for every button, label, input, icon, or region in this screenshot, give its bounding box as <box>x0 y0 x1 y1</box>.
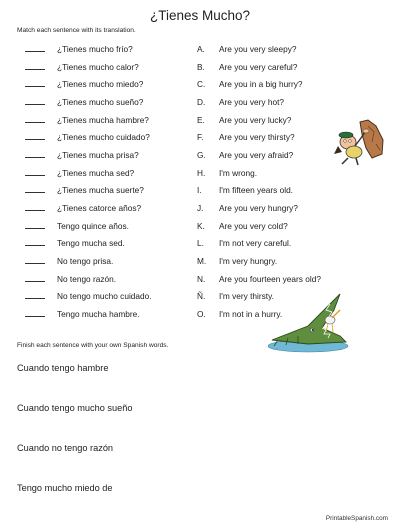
sentence-prompt: Tengo mucho miedo de <box>17 483 113 493</box>
answer-blank[interactable] <box>25 104 45 105</box>
answer-blank[interactable] <box>25 86 45 87</box>
english-translation: Are you very sleepy? <box>219 44 297 54</box>
option-letter: F. <box>197 132 204 143</box>
match-row <box>0 42 400 56</box>
page-title: ¿Tienes Mucho? <box>149 8 251 23</box>
match-instructions: Match each sentence with its translation. <box>17 27 136 34</box>
option-letter: D. <box>197 97 206 107</box>
match-row <box>0 77 400 91</box>
match-row <box>0 95 400 109</box>
answer-blank[interactable] <box>25 122 45 123</box>
option-letter: I. <box>197 185 202 196</box>
spanish-sentence: ¿Tienes mucha sed? <box>57 167 135 178</box>
spanish-sentence: No tengo prisa. <box>57 256 114 267</box>
english-translation: I'm wrong. <box>219 167 258 178</box>
english-translation: Are you very cold? <box>219 220 288 231</box>
sentence-prompt: Cuando no tengo razón <box>17 443 114 453</box>
english-translation: Are you very hungry? <box>219 203 298 214</box>
spanish-sentence: ¿Tienes mucho cuidado? <box>57 132 150 143</box>
answer-blank[interactable] <box>25 139 45 140</box>
option-letter: J. <box>197 203 204 214</box>
crocodile-illustration <box>268 290 360 354</box>
answer-blank[interactable] <box>25 157 45 158</box>
english-translation: I'm fifteen years old. <box>219 185 293 196</box>
english-translation: Are you fourteen years old? <box>219 273 321 284</box>
answer-blank[interactable] <box>25 316 45 317</box>
answer-blank[interactable] <box>25 51 45 52</box>
finish-instructions: Finish each sentence with your own Spanish words. <box>17 342 169 349</box>
option-letter: Ñ. <box>197 291 206 302</box>
option-letter: G. <box>197 150 206 161</box>
match-row <box>0 236 400 250</box>
english-translation: Are you very lucky? <box>219 114 292 125</box>
spanish-sentence: ¿Tienes mucha suerte? <box>57 185 144 196</box>
answer-blank[interactable] <box>25 175 45 176</box>
option-letter: B. <box>197 61 205 72</box>
option-letter: L. <box>197 238 204 249</box>
spanish-sentence: ¿Tienes catorce años? <box>57 203 142 214</box>
answer-blank[interactable] <box>25 69 45 70</box>
spanish-sentence: Tengo quince años. <box>57 220 129 231</box>
match-row <box>0 272 400 286</box>
sentence-prompt: Cuando tengo mucho sueño <box>17 403 133 413</box>
answer-blank[interactable] <box>25 263 45 264</box>
option-letter: E. <box>197 114 205 125</box>
match-row <box>0 166 400 180</box>
spanish-sentence: ¿Tienes mucho sueño? <box>57 97 144 107</box>
english-translation: Are you very thirsty? <box>219 132 295 143</box>
spanish-sentence: ¿Tienes mucho miedo? <box>57 79 144 90</box>
spanish-sentence: No tengo mucho cuidado. <box>57 291 152 302</box>
spanish-sentence: Tengo mucha hambre. <box>57 309 140 320</box>
sentence-prompt: Cuando tengo hambre <box>17 363 109 373</box>
match-row <box>0 60 400 74</box>
match-row <box>0 183 400 197</box>
spanish-sentence: Tengo mucha sed. <box>57 238 125 249</box>
english-translation: Are you in a big hurry? <box>219 79 303 90</box>
answer-blank[interactable] <box>25 228 45 229</box>
mountain-climber-illustration <box>328 118 386 166</box>
match-row <box>0 219 400 233</box>
english-translation: Are you very hot? <box>219 97 285 107</box>
match-row <box>0 254 400 268</box>
answer-blank[interactable] <box>25 210 45 211</box>
option-letter: M. <box>197 256 207 267</box>
spanish-sentence: ¿Tienes mucha hambre? <box>57 114 149 125</box>
option-letter: A. <box>197 44 205 54</box>
english-translation: I'm not in a hurry. <box>219 309 283 320</box>
english-translation: Are you very afraid? <box>219 150 294 161</box>
option-letter: C. <box>197 79 206 90</box>
english-translation: I'm not very careful. <box>219 238 292 249</box>
match-row <box>0 201 400 215</box>
english-translation: I'm very thirsty. <box>219 291 274 302</box>
spanish-sentence: ¿Tienes mucho calor? <box>57 61 139 72</box>
answer-blank[interactable] <box>25 281 45 282</box>
site-credit: PrintableSpanish.com <box>325 515 388 522</box>
answer-blank[interactable] <box>25 298 45 299</box>
answer-blank[interactable] <box>25 192 45 193</box>
option-letter: H. <box>197 167 206 178</box>
option-letter: K. <box>197 220 205 231</box>
spanish-sentence: No tengo razón. <box>57 273 117 284</box>
option-letter: N. <box>197 273 206 284</box>
spanish-sentence: ¿Tienes mucha prisa? <box>57 150 139 161</box>
english-translation: Are you very careful? <box>219 61 298 72</box>
english-translation: I'm very hungry. <box>219 256 278 267</box>
answer-blank[interactable] <box>25 245 45 246</box>
option-letter: O. <box>197 309 206 320</box>
spanish-sentence: ¿Tienes mucho frío? <box>57 44 133 54</box>
